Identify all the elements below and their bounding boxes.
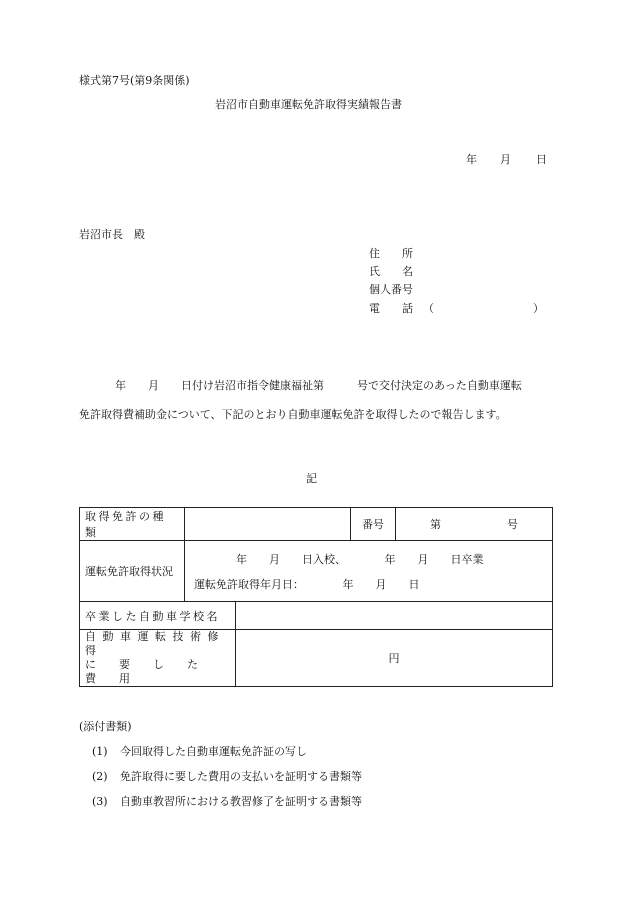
attachment-text: 今回取得した自動車運転免許証の写し	[120, 745, 307, 758]
attachment-number: (3)	[92, 795, 108, 808]
applicant-name-label: 氏 名	[369, 265, 413, 278]
report-table	[79, 507, 553, 687]
attachment-item	[92, 743, 307, 759]
status-label: 運転免許取得状況	[80, 541, 185, 602]
phone-close-paren: ）	[533, 302, 544, 315]
phone-open-paren: （	[423, 302, 434, 315]
cost-field[interactable]: 円	[236, 630, 553, 687]
attachment-item	[92, 793, 362, 809]
table-row	[80, 508, 553, 541]
cost-label-line1: 自動車運転技術修得	[85, 630, 225, 657]
document-title: 岩沼市自動車運転免許取得実績報告書	[215, 98, 402, 111]
school-field[interactable]	[236, 602, 553, 630]
attachment-text: 免許取得に要した費用の支払いを証明する書類等	[120, 770, 362, 783]
applicant-phone-label: 電 話	[369, 302, 413, 315]
applicant-id-label: 個人番号	[369, 283, 413, 296]
number-label: 番号	[351, 508, 396, 541]
license-type-field[interactable]	[185, 508, 351, 541]
attachment-text: 自動車教習所における教習修了を証明する書類等	[120, 795, 362, 808]
date-day: 日	[536, 153, 547, 166]
attachments-heading: (添付書類)	[79, 720, 132, 733]
date-month: 月	[500, 153, 511, 166]
attachment-number: (2)	[92, 770, 108, 783]
attachment-item	[92, 768, 362, 784]
cost-label-line2: に要した費用	[85, 658, 221, 685]
status-field[interactable]	[185, 541, 553, 602]
table-row	[80, 541, 553, 602]
applicant-address-label: 住 所	[369, 247, 413, 260]
attachment-number: (1)	[92, 745, 108, 758]
body-text-line2: 免許取得費補助金について、下記のとおり自動車運転免許を取得したので報告します。	[79, 408, 507, 421]
license-type-label: 取得免許の種類	[80, 508, 185, 541]
ki-heading: 記	[306, 472, 317, 485]
status-enroll-graduate: 年 月 日入校、 年 月 日卒業	[236, 553, 484, 566]
table-row	[80, 630, 553, 687]
status-license-date: 運転免許取得年月日： 年 月 日	[194, 578, 420, 591]
body-text-line1: 年 月 日付け岩沼市指令健康福祉第 号で交付決定のあった自動車運転	[115, 379, 522, 392]
number-field[interactable]: 第 号	[396, 508, 553, 541]
form-number: 様式第7号(第9条関係)	[79, 74, 190, 87]
cost-label	[80, 630, 236, 687]
date-year: 年	[466, 153, 477, 166]
table-row	[80, 602, 553, 630]
school-label: 卒業した自動車学校名	[80, 602, 236, 630]
addressee: 岩沼市長 殿	[79, 228, 145, 241]
